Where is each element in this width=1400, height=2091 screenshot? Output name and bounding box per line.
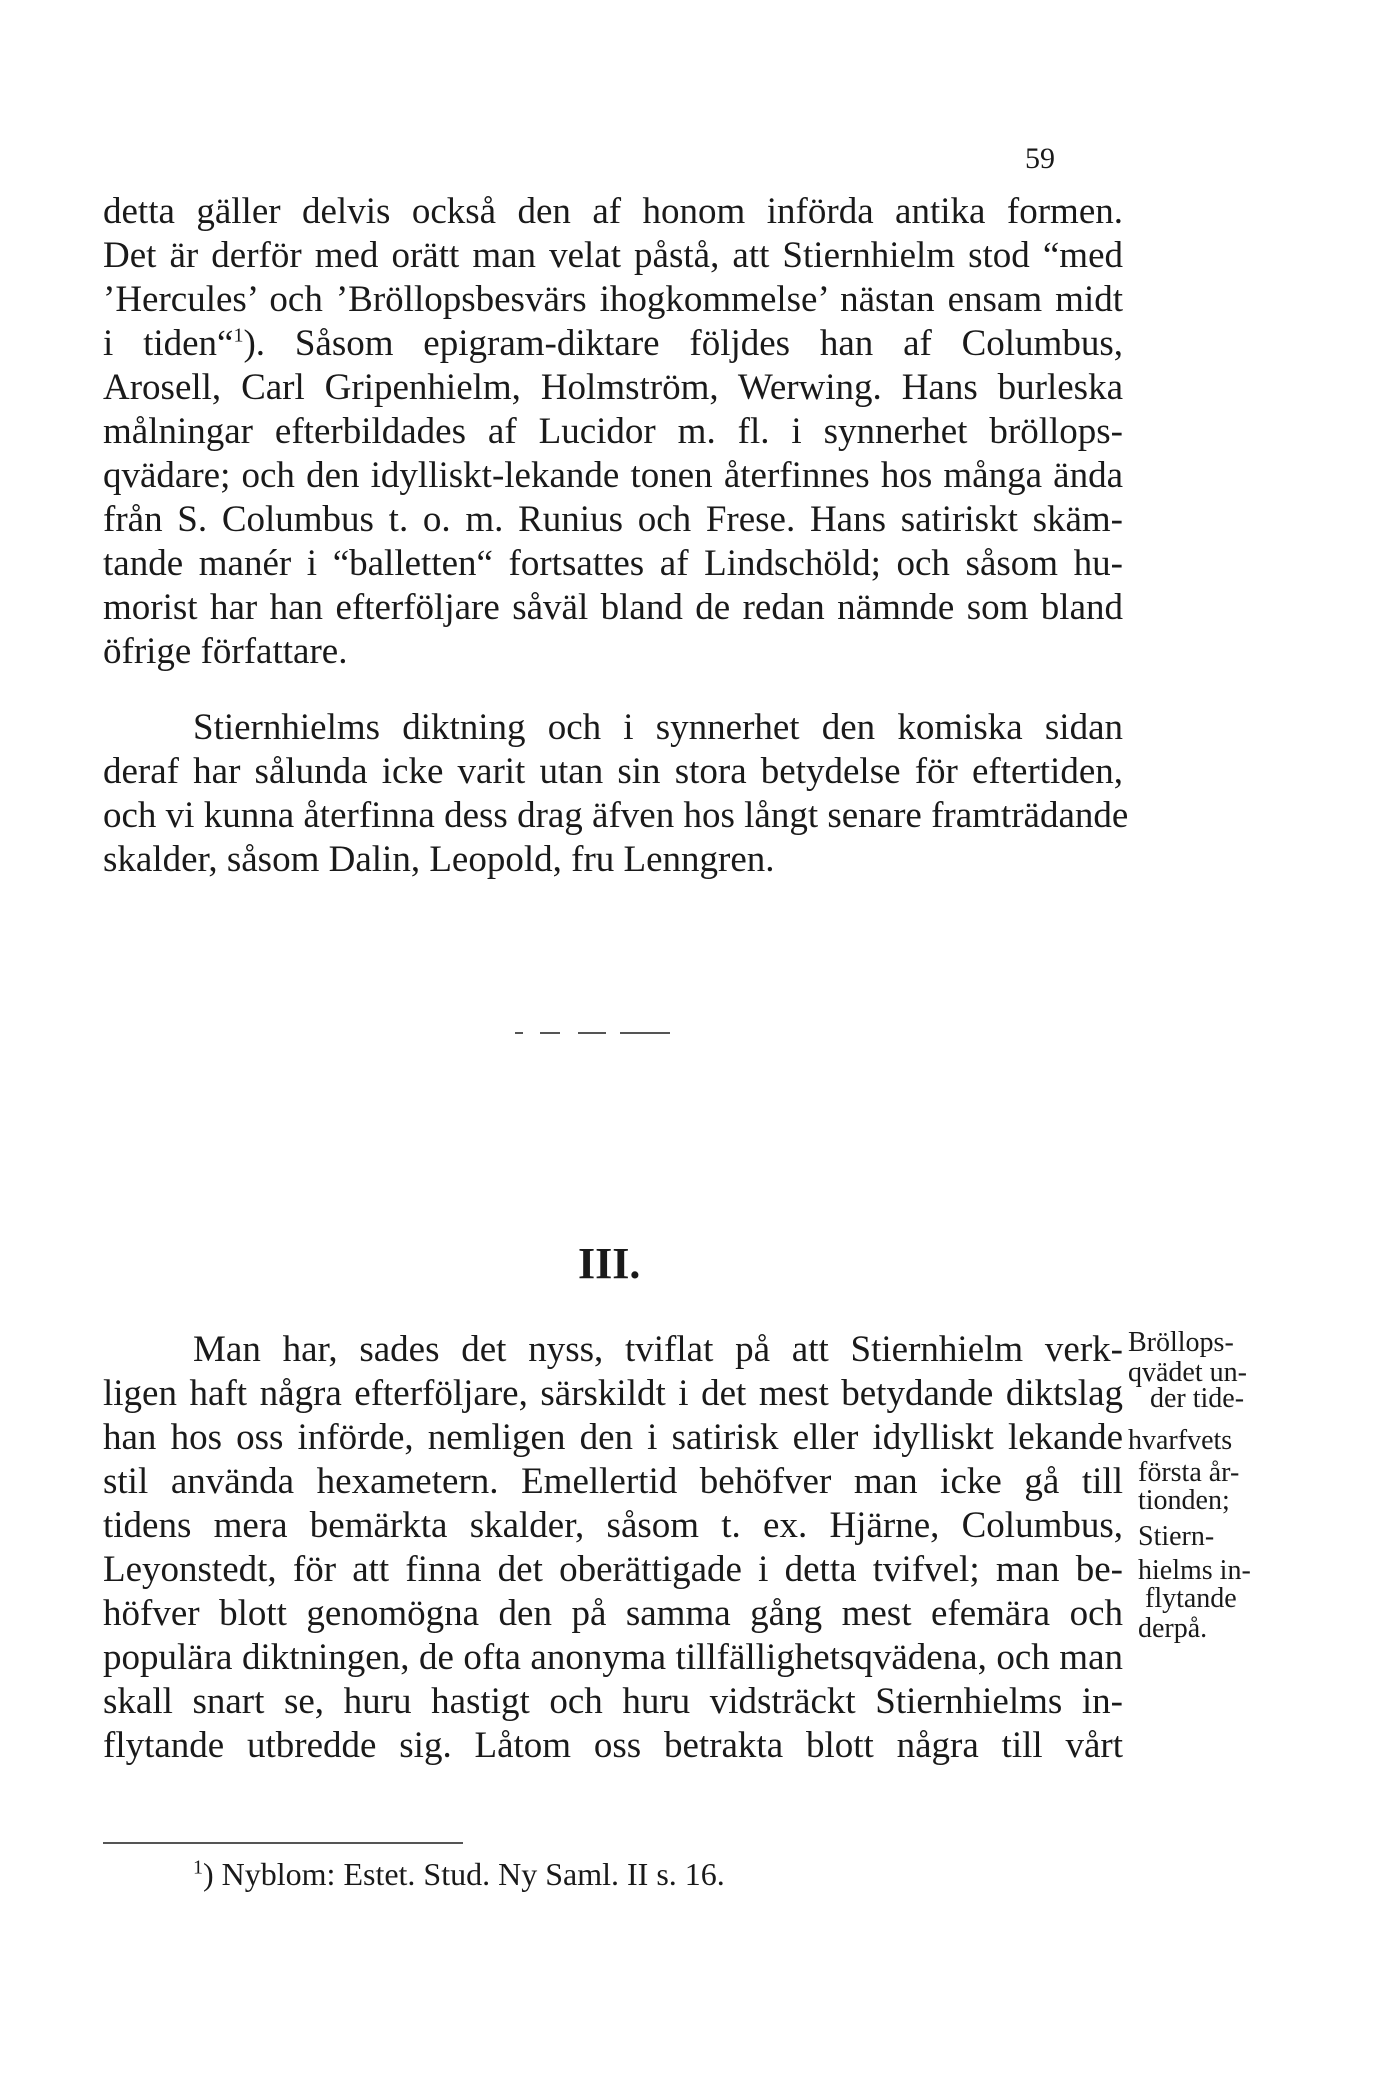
section-heading: III. bbox=[578, 1239, 641, 1288]
divider-dash bbox=[620, 1032, 670, 1034]
text-line: målningar efterbildades af Lucidor m. fl. i synnerhet bröllops- bbox=[103, 411, 1123, 452]
text-line: skall snart se, huru hastigt och huru vidsträckt Stiernhielms in- bbox=[103, 1681, 1123, 1722]
footnote bbox=[193, 1854, 725, 1894]
margin-note-line: qvädet un- bbox=[1128, 1357, 1247, 1388]
margin-note-line: der tide- bbox=[1150, 1383, 1245, 1414]
text-line: Man har, sades det nyss, tviflat på att Stiernhielm verk- bbox=[193, 1329, 1123, 1370]
text-line: deraf har sålunda icke varit utan sin stora betydelse för eftertiden, bbox=[103, 751, 1123, 792]
text-line: från S. Columbus t. o. m. Runius och Frese. Hans satiriskt skäm- bbox=[103, 499, 1123, 540]
margin-note-line: flytande bbox=[1145, 1583, 1237, 1614]
page-number: 59 bbox=[1025, 142, 1055, 175]
text-line: höfver blott genomögna den på samma gång mest efemära och bbox=[103, 1593, 1123, 1634]
footnote-text: ) Nyblom: Estet. Stud. Ny Saml. II s. 16. bbox=[203, 1856, 725, 1892]
text-line-with-footnote: i tiden“$^1$). Såsom epigram-diktare följdes han af Columbus, bbox=[103, 323, 1123, 364]
text-line: detta gäller delvis också den af honom införda antika formen. bbox=[103, 191, 1123, 232]
text-line: och vi kunna återfinna dess drag äfven hos långt senare framträdande bbox=[103, 795, 1129, 836]
margin-note-line: tionden; bbox=[1138, 1485, 1230, 1516]
text-line: flytande utbredde sig. Låtom oss betrakta blott några till vårt bbox=[103, 1725, 1123, 1766]
text-line: ligen haft några efterföljare, särskildt i det mest betydande diktslag bbox=[103, 1373, 1123, 1414]
margin-note-line: hielms in- bbox=[1138, 1555, 1251, 1586]
text-line: Stiernhielms diktning och i synnerhet den komiska sidan bbox=[193, 707, 1123, 748]
text-line: morist har han efterföljare såväl bland de redan nämnde som bland bbox=[103, 587, 1123, 628]
margin-note-line: första år- bbox=[1138, 1457, 1240, 1488]
divider-dash bbox=[540, 1032, 560, 1034]
text-line: han hos oss införde, nemligen den i satirisk eller idylliskt lekande bbox=[103, 1417, 1123, 1458]
margin-note-line: Bröllops- bbox=[1128, 1327, 1234, 1358]
text-line: tidens mera bemärkta skalder, såsom t. ex. Hjärne, Columbus, bbox=[103, 1505, 1123, 1546]
text-fragment: i tiden“ bbox=[103, 323, 234, 364]
footnote-reference: 1 bbox=[233, 324, 244, 347]
divider-dash bbox=[515, 1032, 523, 1034]
text-line: öfrige författare. bbox=[103, 631, 348, 672]
text-line: qvädare; och den idylliskt-lekande tonen återfinnes hos många ända bbox=[103, 455, 1123, 496]
text-line: skalder, såsom Dalin, Leopold, fru Lenngren. bbox=[103, 839, 775, 880]
text-line: Det är derför med orätt man velat påstå, att Stiernhielm stod “med bbox=[103, 235, 1123, 276]
margin-note-line: derpå. bbox=[1138, 1613, 1208, 1644]
footnote-marker: 1 bbox=[193, 1856, 203, 1879]
text-line: stil använda hexametern. Emellertid behöfver man icke gå till bbox=[103, 1461, 1123, 1502]
text-line: Leyonstedt, för att finna det oberättigade i detta tvifvel; man be- bbox=[103, 1549, 1123, 1590]
margin-note-line: Stiern- bbox=[1138, 1521, 1215, 1552]
text-line: ’Hercules’ och ’Bröllopsbesvärs ihogkommelse’ nästan ensam midt bbox=[103, 279, 1123, 320]
divider-dash bbox=[578, 1032, 606, 1034]
text-line: tande manér i “balletten“ fortsattes af Lindschöld; och såsom hu- bbox=[103, 543, 1123, 584]
text-line: populära diktningen, de ofta anonyma tillfällighetsqvädena, och man bbox=[103, 1637, 1123, 1678]
text-fragment: Såsom epigram-diktare följdes han af Columbus, bbox=[294, 323, 1123, 364]
margin-note-line: hvarfvets bbox=[1128, 1425, 1233, 1456]
footnote-rule bbox=[103, 1842, 463, 1844]
text-line: Arosell, Carl Gripenhielm, Holmström, Werwing. Hans burleska bbox=[103, 367, 1123, 408]
